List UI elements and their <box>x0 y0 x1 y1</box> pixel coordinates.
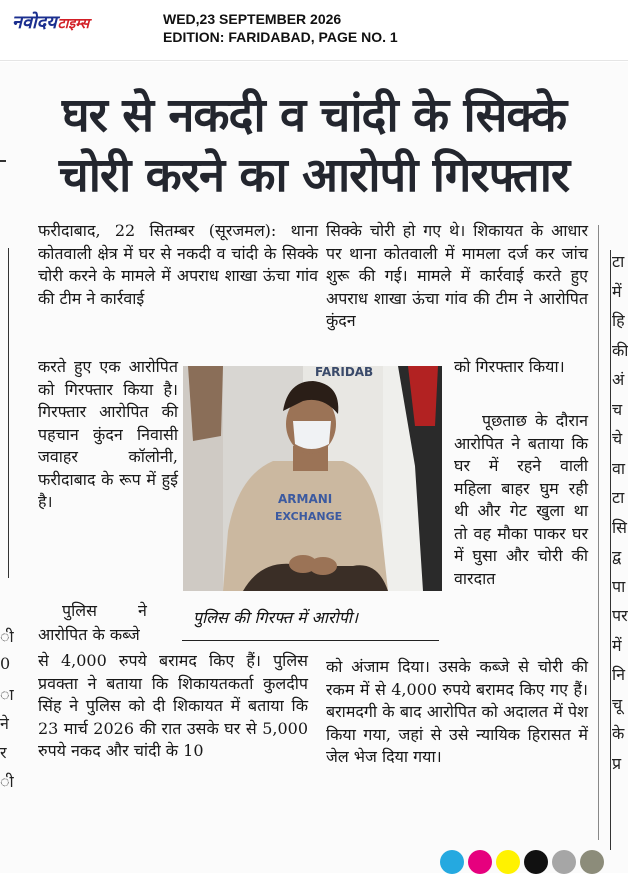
column-1-top <box>38 220 318 310</box>
right-strip-fragment: चे <box>612 429 623 448</box>
right-strip-fragment: अं <box>612 370 625 389</box>
right-strip-fragment: पर <box>612 606 628 625</box>
col2-top-text: सिक्के चोरी हो गए थे। शिकायत के आधार पर थाना कोतवाली में मामला दर्ज कर जांच शुरू की गई। मामले में कार्रवाई करते हुए अपराध शाखा ऊंचा गांव की टीम ने आरोपित कुंदन <box>326 221 588 330</box>
right-strip-fragment: वा <box>612 458 626 478</box>
logo-main-text: नवोदय <box>12 12 57 33</box>
newspaper-logo <box>12 10 89 34</box>
right-strip-fragment: पा <box>612 576 626 596</box>
photo-background-text: FARIDAB <box>315 366 374 379</box>
col2-para2-text: पूछताछ के दौरान आरोपित ने बताया कि घर में रहने वाली महिला बाहर घुम रही थी और गेट खुला था तो वह मौका पाकर घर में घुसा और चोरी की वारदात <box>454 411 588 588</box>
article-photo <box>183 366 442 591</box>
right-strip-fragment: प्र <box>612 753 622 773</box>
right-strip-fragment: टा <box>612 252 625 271</box>
right-strip-fragment: नि <box>612 665 626 684</box>
column-separator <box>598 225 599 840</box>
headline-line-1: घर से नकदी व चांदी के सिक्के <box>61 88 567 143</box>
photo-caption: पुलिस की गिरफ्त में आरोपी। <box>193 608 359 627</box>
shirt-print-2: EXCHANGE <box>275 510 343 523</box>
date-line: WED,23 SEPTEMBER 2026 <box>163 11 342 27</box>
registration-dot <box>552 850 576 874</box>
page-header <box>0 0 628 61</box>
column-1-beside-photo <box>38 356 178 514</box>
headline-line-2: चोरी करने का आरोपी गिरफ्तार <box>58 148 570 203</box>
right-strip-fragment: द्व <box>612 547 622 566</box>
col2-beside-photo-text: को गिरफ्तार किया। <box>454 357 565 376</box>
registration-dot <box>468 850 492 874</box>
registration-dot <box>496 850 520 874</box>
registration-dot <box>524 850 548 874</box>
logo-sub-text: टाइम्स <box>57 16 90 32</box>
col1-next-text: आरोपित के कब्जे <box>38 625 140 644</box>
left-strip-fragment: र <box>0 743 7 762</box>
left-strip-fragment: ी <box>0 627 14 646</box>
col1-top-text: फरीदाबाद, 22 सितम्बर (सूरजमल): थाना कोतवाली क्षेत्र में घर से नकदी व चांदी के सिक्के चोरी करने के मामले में अपराध शाखा ऊंचा गांव की टीम ने कार्रवाई <box>38 221 318 308</box>
article-headline <box>30 86 598 206</box>
caption-rule <box>182 640 439 641</box>
left-column-rule <box>8 248 9 578</box>
right-strip-fragment: की <box>612 340 628 360</box>
right-strip-fragment: हि <box>612 311 625 330</box>
col1-beside-photo-text: करते हुए एक आरोपित को गिरफ्तार किया है। गिरफ्तार आरोपित की पहचान कुंदन निवासी जवाहर कॉलोनी, फरीदाबाद के रूप में हुई है। <box>38 357 178 511</box>
col2-bottom-text: को अंजाम दिया। उसके कब्जे से चोरी की रकम में से 4,000 रुपये बरामद किए गए हैं। बरामदगी के बाद आरोपित को अदालत में पेश किया गया, जहां से उसे न्यायिक हिरासत में जेल भेज दिया गया। <box>326 657 588 766</box>
left-dash <box>0 160 6 162</box>
column-2-beside-photo <box>454 356 588 379</box>
right-strip-fragment: चू <box>612 694 623 714</box>
registration-dot <box>440 850 464 874</box>
column-1-police <box>62 600 178 623</box>
left-strip-fragment: 0 <box>0 654 11 673</box>
col1-bottom-text: से 4,000 रुपये बरामद किए हैं। पुलिस प्रवक्ता ने बताया कि शिकायतकर्ता कुलदीप सिंह ने पुलिस को दी शिकायत में बताया कि 23 मार्च 2026 की रात उसके घर से 5,000 रुपये नकद और चांदी के 10 <box>38 651 308 760</box>
column-1-next <box>38 624 178 647</box>
right-strip-fragment: के <box>612 724 625 743</box>
right-column-rule <box>610 250 611 850</box>
column-2-bottom <box>326 656 588 769</box>
shirt-print: ARMANI <box>278 492 333 506</box>
right-strip-fragment: च <box>612 399 623 419</box>
right-strip-fragment: में <box>612 281 622 301</box>
left-strip-fragment: ा <box>0 685 14 704</box>
registration-dot <box>580 850 604 874</box>
right-strip-fragment: सि <box>612 517 627 537</box>
edition-line: EDITION: FARIDABAD, PAGE NO. 1 <box>163 29 398 45</box>
right-strip-fragment: टा <box>612 488 625 507</box>
left-strip-fragment: ी <box>0 772 14 791</box>
column-1-bottom <box>38 650 308 763</box>
left-strip-fragment: ने <box>0 714 9 733</box>
column-2-paragraph-2 <box>454 410 588 590</box>
column-2-top <box>326 220 588 333</box>
col1-police-text: पुलिस ने <box>62 601 147 620</box>
edition-info <box>163 10 398 46</box>
right-strip-fragment: में <box>612 635 622 655</box>
